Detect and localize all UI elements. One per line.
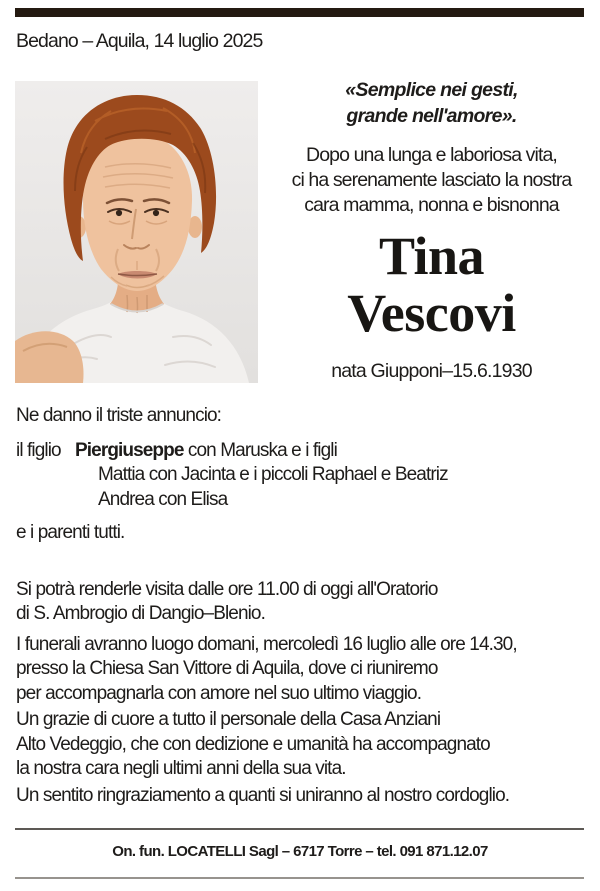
funeral-line: I funerali avranno luogo domani, mercoledì 16 luglio alle ore 14.30, [16, 633, 517, 655]
thanks-line: la nostra cara negli ultimi anni della sua vita. [16, 758, 346, 779]
quote-line: «Semplice nei gesti, [345, 79, 518, 101]
memorial-quote [278, 77, 585, 129]
announcement-body [16, 404, 594, 808]
intro-line: cara mamma, nonna e bisnonna [304, 194, 559, 216]
footer-rule-top [15, 828, 584, 830]
family-line: Mattia con Jacinta e i piccoli Raphael e Beatriz [98, 464, 448, 485]
visit-line: Si potrà renderle visita dalle ore 11.00 di oggi all'Oratorio [16, 578, 438, 600]
funeral-line: per accompagnarla con amore nel suo ultimo viaggio. [16, 682, 422, 704]
thanks-paragraph [16, 708, 594, 782]
family-names [75, 439, 448, 513]
funeral-home-line: On. fun. LOCATELLI Sagl – 6717 Torre – tel. 091 871.12.07 [112, 843, 488, 860]
dateline: Bedano – Aquila, 14 luglio 2025 [16, 30, 263, 52]
deceased-last-name: Vescovi [347, 283, 516, 343]
son-name: Piergiuseppe [75, 439, 184, 461]
thanks-line: Un grazie di cuore a tutto il personale della Casa Anziani [16, 709, 441, 730]
funeral-paragraph [16, 633, 594, 707]
visit-paragraph [16, 578, 594, 627]
portrait-photo [15, 81, 258, 383]
quote-line: grande nell'amore». [346, 105, 517, 127]
condolence-paragraph [16, 784, 594, 809]
intro-paragraph [278, 143, 585, 218]
funeral-line: presso la Chiesa San Vittore di Aquila, dove ci riuniremo [16, 658, 438, 679]
family-line-main [75, 439, 448, 464]
footer-rule-bottom [15, 877, 584, 879]
top-rule-bar [15, 8, 584, 17]
announcement-closing: e i parenti tutti. [16, 522, 125, 543]
intro-line: Dopo una lunga e laboriosa vita, [306, 144, 557, 166]
right-column [278, 77, 585, 383]
family-list [16, 439, 594, 513]
thanks-line: Alto Vedeggio, che con dedizione e umanità ha accompagnato [16, 733, 490, 755]
relation-label: il figlio [16, 439, 61, 461]
condolence-line: Un sentito ringraziamento a quanti si uniranno al nostro cordoglio. [16, 784, 510, 806]
deceased-first-name: Tina [378, 226, 485, 286]
birth-line: nata Giupponi–15.6.1930 [331, 360, 532, 382]
intro-line: ci ha serenamente lasciato la nostra [291, 169, 572, 191]
son-name-rest: con Maruska e i figli [183, 439, 337, 461]
deceased-name [278, 228, 585, 342]
portrait-illustration [15, 81, 258, 383]
visit-line: di S. Ambrogio di Dangio–Blenio. [16, 603, 265, 624]
announcement-lead: Ne danno il triste annuncio: [16, 405, 222, 426]
family-line: Andrea con Elisa [98, 488, 228, 510]
